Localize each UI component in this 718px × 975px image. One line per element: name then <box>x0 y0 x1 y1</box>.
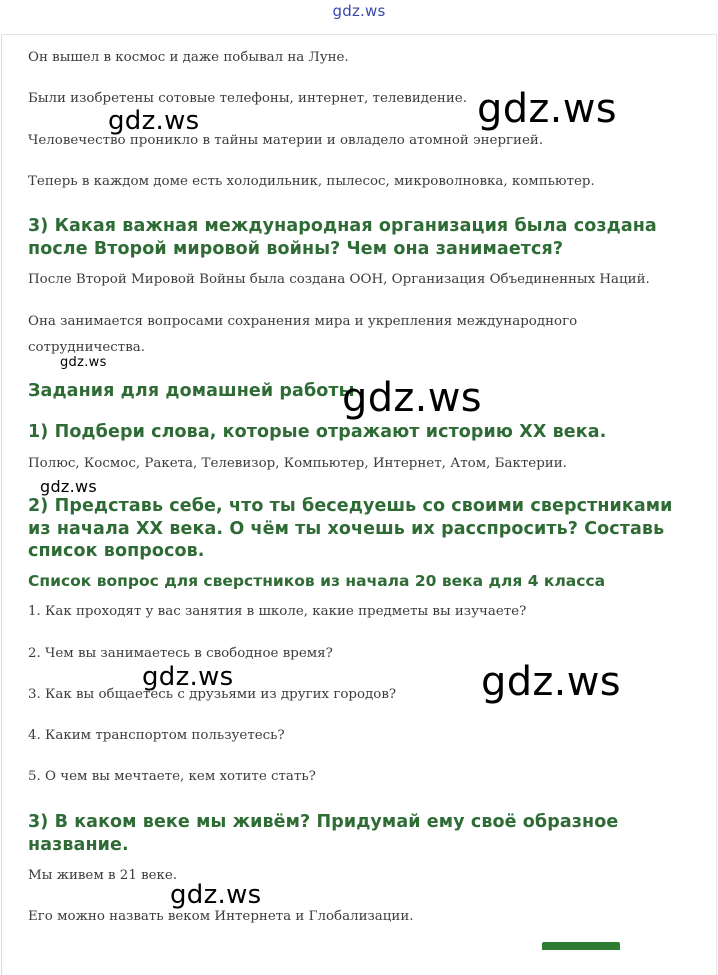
homework-heading: Задания для домашней работы <box>28 381 355 401</box>
list-item: 1. Как проходят у вас занятия в школе, какие предметы вы изучаете? <box>28 604 527 619</box>
watermark: gdz.ws <box>477 86 617 132</box>
bottom-button[interactable] <box>542 942 620 950</box>
questions-list-title: Список вопрос для сверстников из начала 20 века для 4 класса <box>28 572 606 590</box>
task-answer: Мы живем в 21 веке. <box>28 868 178 883</box>
watermark: gdz.ws <box>170 880 262 910</box>
watermark: gdz.ws <box>342 375 482 421</box>
task-answer: Его можно назвать веком Интернета и Глобализации. <box>28 909 414 924</box>
answer-paragraph: Она занимается вопросами сохранения мира и укрепления международного сотрудничества. <box>28 314 578 355</box>
watermark: gdz.ws <box>481 659 621 705</box>
answer-paragraph: После Второй Мировой Войны была создана ООН, Организация Объединенных Наций. <box>28 272 650 287</box>
task-heading: 2) Представь себе, что ты беседуешь со своими сверстниками из начала XX века. О чём ты хочешь их расспросить? Составь список вопросов. <box>28 496 673 561</box>
paragraph: Теперь в каждом доме есть холодильник, пылесос, микроволновка, компьютер. <box>28 174 595 189</box>
watermark: gdz.ws <box>108 106 200 136</box>
list-item: 4. Каким транспортом пользуетесь? <box>28 728 285 743</box>
list-item: 5. О чем вы мечтаете, кем хотите стать? <box>28 769 316 784</box>
paragraph: Он вышел в космос и даже побывал на Луне. <box>28 50 349 65</box>
list-item: 3. Как вы общаетесь с друзьями из других городов? <box>28 687 397 702</box>
watermark: gdz.ws <box>40 477 98 496</box>
watermark: gdz.ws <box>142 662 234 692</box>
site-logo[interactable]: gdz.ws <box>332 2 386 20</box>
task-answer: Полюс, Космос, Ракета, Телевизор, Компьютер, Интернет, Атом, Бактерии. <box>28 456 567 471</box>
paragraph: Человечество проникло в тайны материи и овладело атомной энергией. <box>28 133 544 148</box>
watermark: gdz.ws <box>60 355 107 370</box>
task-heading: 1) Подбери слова, которые отражают историю XX века. <box>28 422 607 442</box>
task-heading: 3) В каком веке мы живём? Придумай ему своё образное название. <box>28 812 619 855</box>
paragraph: Были изобретены сотовые телефоны, интернет, телевидение. <box>28 91 467 106</box>
question-heading: 3) Какая важная международная организация была создана после Второй мировой войны? Чем она занимается? <box>28 216 657 259</box>
bottom-bar <box>0 940 718 950</box>
list-item: 2. Чем вы занимаетесь в свободное время? <box>28 646 333 661</box>
